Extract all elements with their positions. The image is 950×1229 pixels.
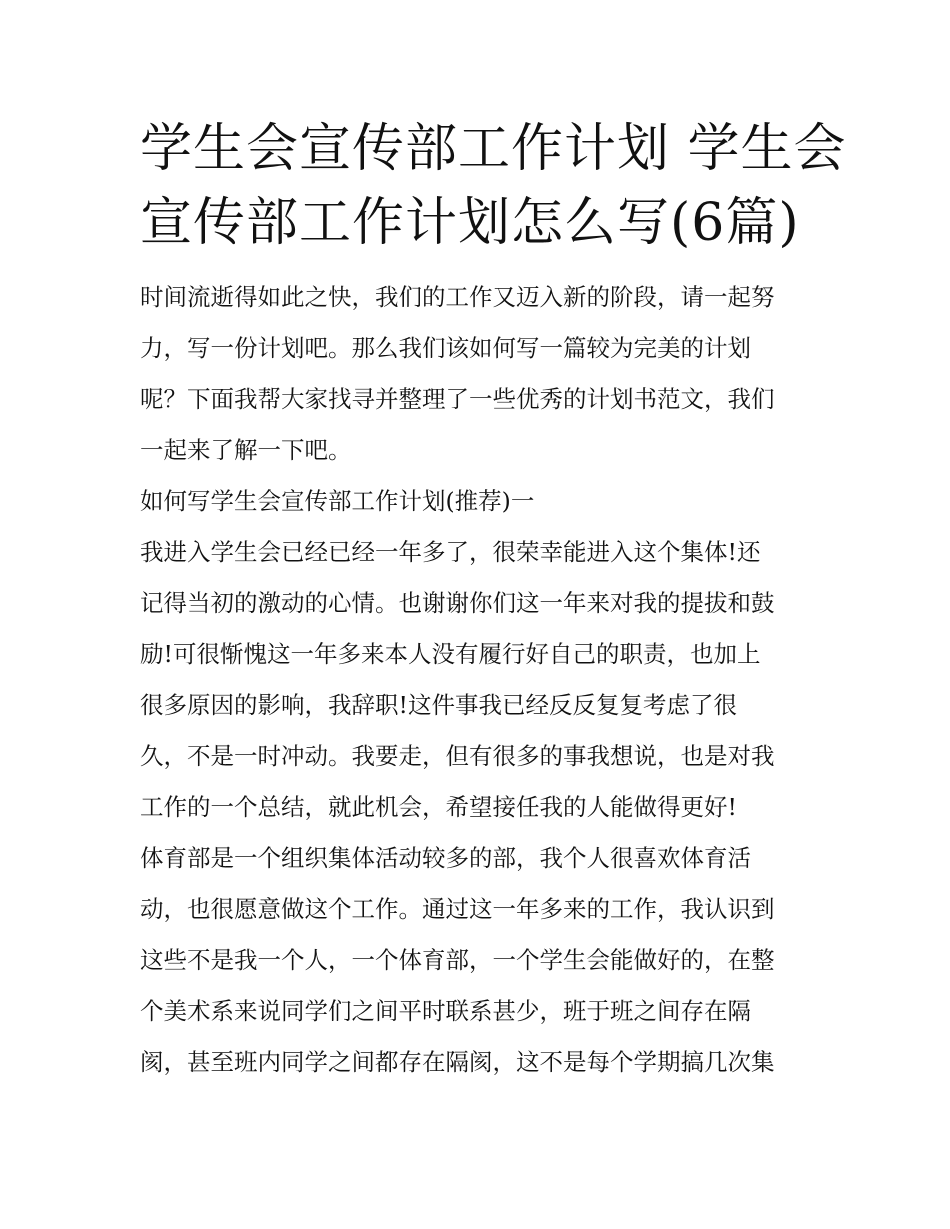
text-line: 很多原因的影响，我辞职!这件事我已经反反复复考虑了很	[140, 691, 737, 719]
document-title	[140, 112, 847, 260]
text-line: 久，不是一时冲动。我要走，但有很多的事我想说，也是对我	[140, 742, 775, 770]
text-line: 呢？下面我帮大家找寻并整理了一些优秀的计划书范文，我们	[140, 385, 775, 413]
document-body	[140, 272, 820, 1088]
text-line: 我进入学生会已经已经一年多了，很荣幸能进入这个集体!还	[140, 538, 761, 566]
text-line: 体育部是一个组织集体活动较多的部，我个人很喜欢体育活	[140, 844, 751, 872]
text-line: 这些不是我一个人，一个体育部，一个学生会能做好的，在整	[140, 946, 775, 974]
title-line-2: 宣传部工作计划怎么写(6篇)	[140, 193, 800, 253]
document-page	[140, 112, 847, 1088]
section-heading	[140, 476, 820, 527]
text-line: 如何写学生会宣传部工作计划(推荐)一	[140, 487, 535, 515]
intro-paragraph	[140, 272, 820, 476]
text-line: 阂，甚至班内同学之间都存在隔阂，这不是每个学期搞几次集	[140, 1048, 775, 1076]
text-line: 记得当初的激动的心情。也谢谢你们这一年来对我的提拔和鼓	[140, 589, 775, 617]
text-line: 时间流逝得如此之快，我们的工作又迈入新的阶段，请一起努	[140, 283, 775, 311]
text-line: 力，写一份计划吧。那么我们该如何写一篇较为完美的计划	[140, 334, 751, 362]
text-line: 一起来了解一下吧。	[140, 436, 352, 464]
title-line-1: 学生会宣传部工作计划 学生会	[140, 119, 847, 179]
text-line: 工作的一个总结，就此机会，希望接任我的人能做得更好!	[140, 793, 737, 821]
text-line: 励!可很惭愧这一年多来本人没有履行好自己的职责，也加上	[140, 640, 761, 668]
text-line: 个美术系来说同学们之间平时联系甚少，班于班之间存在隔	[140, 997, 751, 1025]
body-paragraph-2	[140, 833, 820, 1088]
text-line: 动，也很愿意做这个工作。通过这一年多来的工作，我认识到	[140, 895, 775, 923]
body-paragraph-1	[140, 527, 820, 833]
